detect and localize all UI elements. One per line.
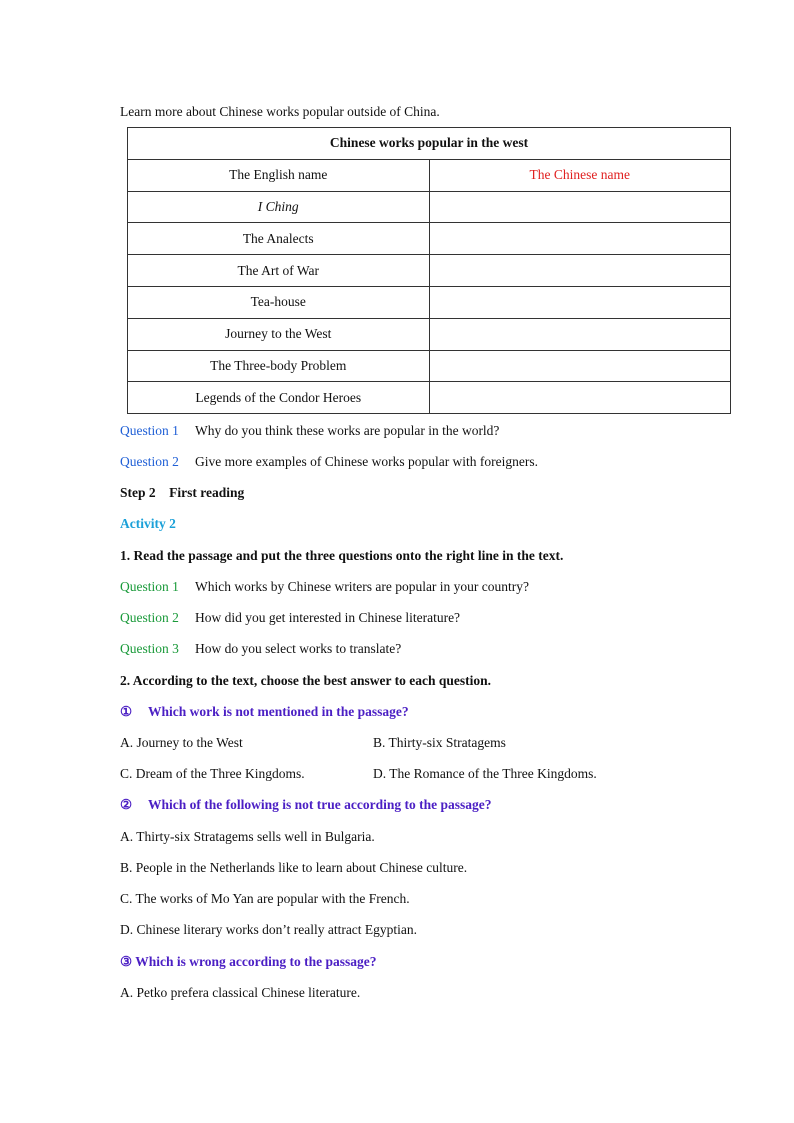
- question-number: ②: [120, 797, 133, 812]
- option-a[interactable]: A. Thirty-six Stratagems sells well in Bulgaria.: [120, 829, 375, 844]
- mcq-1-options-row-2: [120, 765, 740, 783]
- chinese-name-cell[interactable]: [429, 382, 731, 414]
- task-1-instruction: 1. Read the passage and put the three questions onto the right line in the text.: [120, 548, 564, 563]
- question-text: How do you select works to translate?: [195, 641, 402, 656]
- english-name-cell: Legends of the Condor Heroes: [128, 382, 430, 414]
- english-name-cell: The Three-body Problem: [128, 350, 430, 382]
- col-header-chinese: The Chinese name: [429, 159, 731, 191]
- english-name-cell: The Art of War: [128, 255, 430, 287]
- question-label: Question 1: [120, 423, 179, 438]
- english-name-cell: Journey to the West: [128, 318, 430, 350]
- question-text: Give more examples of Chinese works popular with foreigners.: [195, 454, 539, 469]
- mcq-1-question: [120, 703, 409, 721]
- task-question-1: [120, 578, 529, 596]
- option-a[interactable]: A. Journey to the West: [120, 735, 243, 750]
- task-question-3: [120, 640, 401, 658]
- chinese-name-cell[interactable]: [429, 255, 731, 287]
- english-name-cell: Tea-house: [128, 286, 430, 318]
- works-table: [127, 127, 731, 414]
- question-number: ③: [120, 954, 133, 969]
- step-heading: Step 2 First reading: [120, 485, 245, 500]
- table-row: [128, 191, 731, 223]
- task-question-2: [120, 609, 460, 627]
- discussion-question-2: [120, 453, 538, 471]
- table-row: [128, 318, 731, 350]
- question-label: Question 1: [120, 579, 179, 594]
- option-d[interactable]: D. The Romance of the Three Kingdoms.: [373, 766, 597, 781]
- col-header-english: The English name: [128, 159, 430, 191]
- option-b[interactable]: B. People in the Netherlands like to learn about Chinese culture.: [120, 860, 468, 875]
- option-c[interactable]: C. The works of Mo Yan are popular with the French.: [120, 891, 410, 906]
- discussion-question-1: [120, 422, 499, 440]
- task-2-instruction: 2. According to the text, choose the best answer to each question.: [120, 673, 491, 688]
- question-text: Why do you think these works are popular in the world?: [195, 423, 500, 438]
- question-text: Which works by Chinese writers are popular in your country?: [195, 579, 530, 594]
- mcq-2-question: [120, 796, 492, 814]
- intro-text: Learn more about Chinese works popular outside of China.: [120, 104, 440, 119]
- question-label: Question 2: [120, 454, 179, 469]
- chinese-name-cell[interactable]: [429, 350, 731, 382]
- english-name-cell: The Analects: [128, 223, 430, 255]
- table-title: Chinese works popular in the west: [128, 128, 731, 160]
- chinese-name-cell[interactable]: [429, 286, 731, 318]
- option-b[interactable]: B. Thirty-six Stratagems: [373, 735, 506, 750]
- table-row: [128, 223, 731, 255]
- option-d[interactable]: D. Chinese literary works don’t really attract Egyptian.: [120, 922, 418, 937]
- question-text: How did you get interested in Chinese literature?: [195, 610, 461, 625]
- english-name-cell: I Ching: [128, 191, 430, 223]
- chinese-name-cell[interactable]: [429, 223, 731, 255]
- question-text: Which of the following is not true according to the passage?: [148, 797, 492, 812]
- question-label: Question 3: [120, 641, 179, 656]
- activity-heading: Activity 2: [120, 516, 176, 531]
- table-row: [128, 350, 731, 382]
- table-row: [128, 382, 731, 414]
- question-label: Question 2: [120, 610, 179, 625]
- table-row: [128, 255, 731, 287]
- mcq-1-options-row-1: [120, 734, 740, 752]
- table-row: [128, 286, 731, 318]
- chinese-name-cell[interactable]: [429, 191, 731, 223]
- mcq-3-question: [120, 953, 377, 971]
- option-a[interactable]: A. Petko prefera classical Chinese literature.: [120, 985, 361, 1000]
- question-text: Which is wrong according to the passage?: [135, 954, 377, 969]
- question-text: Which work is not mentioned in the passage?: [148, 704, 409, 719]
- question-number: ①: [120, 704, 133, 719]
- option-c[interactable]: C. Dream of the Three Kingdoms.: [120, 766, 305, 781]
- chinese-name-cell[interactable]: [429, 318, 731, 350]
